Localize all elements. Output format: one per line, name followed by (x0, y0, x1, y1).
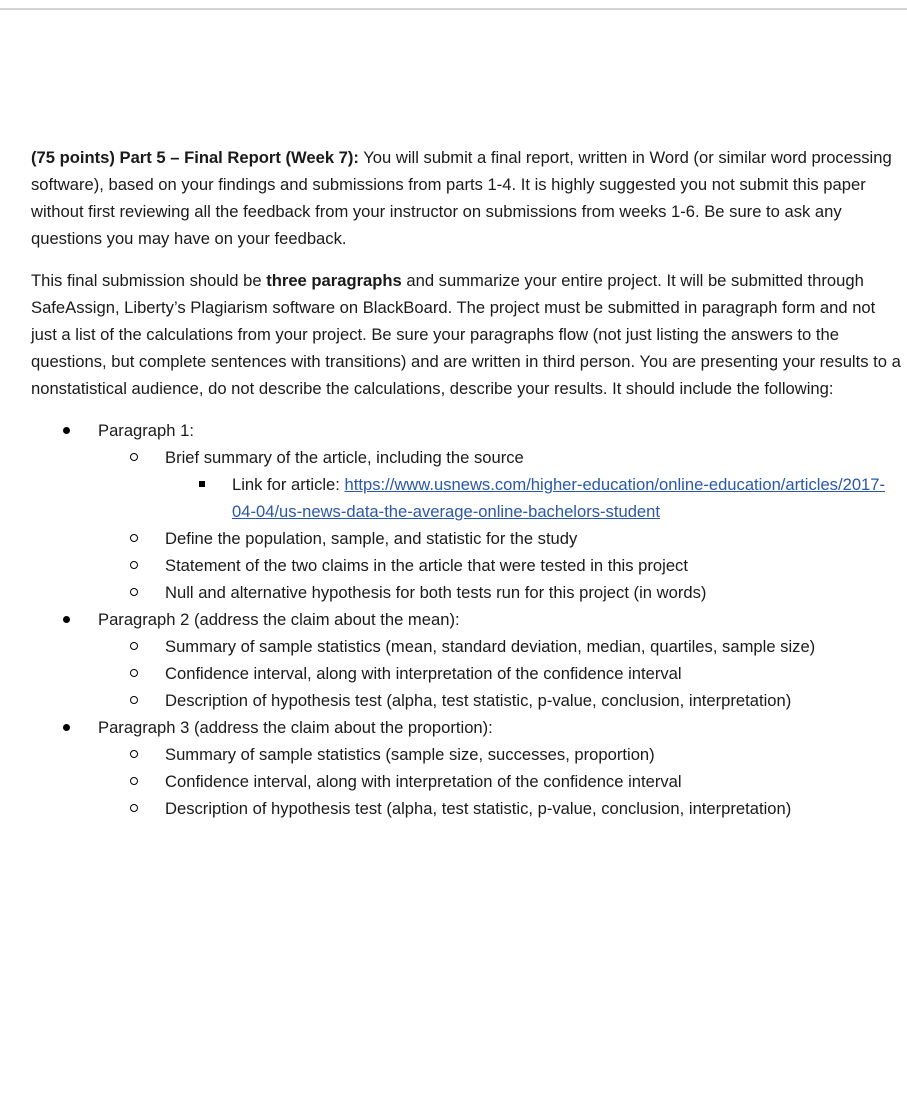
instructions-text-after: and summarize your entire project. It will be submitted through SafeAssign, Liberty’s Plagiarism software on BlackBoard. The project must be submitted in paragraph form and not just a list of the calculations from your project. Be sure your paragraphs flow (not just listing the answers to the questions, but complete sentences with transitions) and are written in third person. You are presenting your results to a nonstatistical audience, do not describe the calculations, describe your results. It should include the following: (31, 271, 901, 398)
bullet-circle-icon (130, 633, 138, 660)
article-link[interactable]: https://www.usnews.com/higher-education/online-education/articles/2017-04-04/us-news-data-the-average-online-bachelors-student (232, 475, 886, 521)
p3-item: Summary of sample statistics (sample size, successes, proportion) (165, 745, 655, 764)
list-item (31, 687, 903, 714)
bullet-circle-icon (130, 579, 138, 606)
bullet-circle-icon (130, 552, 138, 579)
list-item (31, 768, 903, 795)
bullet-circle-icon (130, 444, 138, 471)
p3-item: Description of hypothesis test (alpha, test statistic, p-value, conclusion, interpretation) (165, 799, 792, 818)
p1-item: Statement of the two claims in the article that were tested in this project (165, 556, 688, 575)
bullet-circle-icon (130, 687, 138, 714)
paragraph-2-label: Paragraph 2 (address the claim about the mean): (98, 610, 460, 629)
intro-text: You will submit a final report, written in Word (or similar word processing software), based on your findings and submissions from parts 1-4. It is highly suggested you not submit this paper without first reviewing all the feedback from your instructor on submissions from weeks 1-6. Be sure to ask any questions you may have on your feedback. (31, 148, 892, 248)
list-item (31, 525, 903, 552)
bullet-circle-icon (130, 795, 138, 822)
p2-item: Confidence interval, along with interpretation of the confidence interval (165, 664, 682, 683)
p2-item: Description of hypothesis test (alpha, test statistic, p-value, conclusion, interpretation) (165, 691, 792, 710)
intro-heading: (75 points) Part 5 – Final Report (Week 7): (31, 148, 359, 167)
list-item-paragraph-2 (31, 606, 903, 633)
paragraph-1-label: Paragraph 1: (98, 421, 194, 440)
outline-list (31, 417, 903, 822)
p3-item: Confidence interval, along with interpretation of the confidence interval (165, 772, 682, 791)
p1-item: Define the population, sample, and statistic for the study (165, 529, 578, 548)
p1-summary: Brief summary of the article, including the source (165, 448, 524, 467)
link-label: Link for article: (232, 475, 345, 494)
bullet-circle-icon (130, 660, 138, 687)
instructions-text-before: This final submission should be (31, 271, 267, 290)
document-body (31, 144, 903, 822)
list-item-link (31, 471, 903, 525)
instructions-bold: three paragraphs (266, 271, 402, 290)
bullet-circle-icon (130, 741, 138, 768)
list-item (31, 552, 903, 579)
list-item-paragraph-3 (31, 714, 903, 741)
list-item-paragraph-1 (31, 417, 903, 444)
top-divider (0, 8, 907, 10)
bullet-dot-icon (63, 417, 70, 444)
intro-paragraph (31, 144, 903, 252)
list-item (31, 633, 903, 660)
list-item (31, 660, 903, 687)
list-item (31, 795, 903, 822)
p2-item: Summary of sample statistics (mean, standard deviation, median, quartiles, sample size) (165, 637, 816, 656)
paragraph-3-label: Paragraph 3 (address the claim about the proportion): (98, 718, 493, 737)
list-item (31, 444, 903, 471)
bullet-dot-icon (63, 606, 70, 633)
bullet-dot-icon (63, 714, 70, 741)
list-item (31, 579, 903, 606)
bullet-circle-icon (130, 768, 138, 795)
bullet-square-icon (199, 471, 205, 498)
list-item (31, 741, 903, 768)
bullet-circle-icon (130, 525, 138, 552)
p1-item: Null and alternative hypothesis for both tests run for this project (in words) (165, 583, 707, 602)
instructions-paragraph (31, 267, 903, 402)
